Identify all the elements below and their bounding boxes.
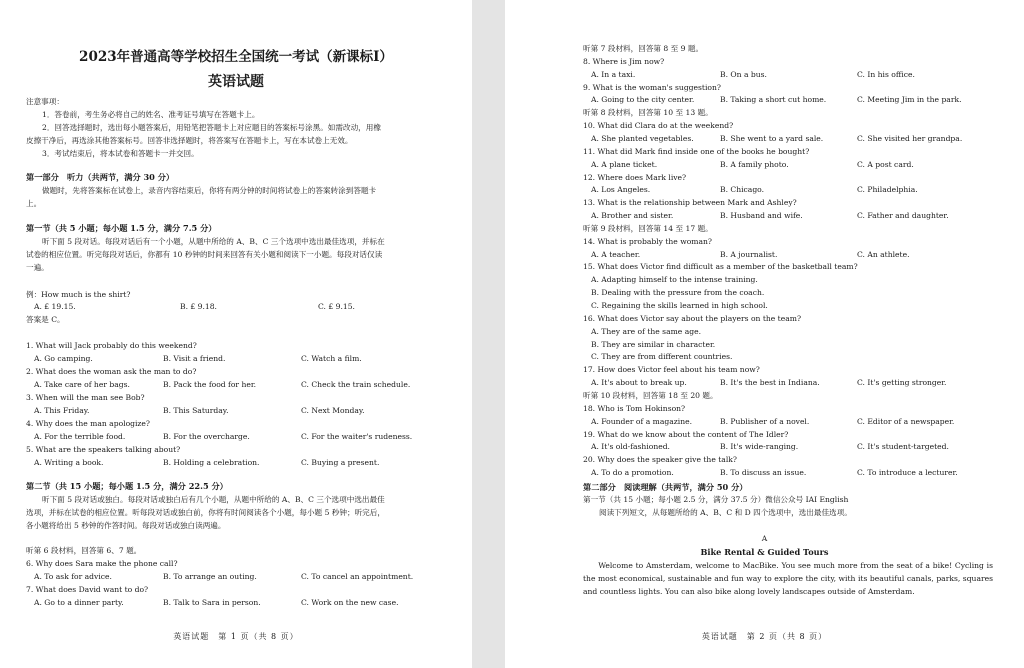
question: 3. When will the man see Bob? [26,393,145,402]
question: 11. What did Mark find inside one of the books he bought? [583,146,810,156]
material-label: 听第 7 段材料，回答第 8 至 9 题。 [583,44,704,53]
option-c: C. Philadelphia. [857,185,918,195]
option-b: B. She went to a yard sale. [720,133,824,143]
option-b: B. Pack the food for her. [163,380,257,389]
option-b: B. On a bus. [720,69,767,79]
exam-page-2 [505,0,1024,668]
option-c: C. An athlete. [857,249,910,259]
example-answer: 答案是 C。 [26,315,65,324]
part2-section1-heading: 第一节（共 15 小题；每小题 2.5 分，满分 37.5 分）微信公众号 IAI English [583,495,849,504]
option-c: C. For the waiter's rudeness. [301,432,413,441]
option-b: B. For the overcharge. [163,432,250,441]
passage-text: Welcome to Amsterdam, welcome to MacBike. You see much more from the seat of a bike! Cycling is the most economical, sustainable and fun way to explore the city, with its beautiful canals, parks, squares and countless lights. You can also bike along lovely landscapes outside of Amsterdam. [583,561,993,596]
option-b: B. They are similar in character. [591,339,716,349]
option-b: B. Chicago. [720,185,765,195]
question: 12. Where does Mark live? [583,172,687,182]
option-a: A. To ask for advice. [34,572,112,581]
option-b: B. Talk to Sara in person. [163,598,261,607]
question: 17. How does Victor feel about his team now? [583,365,760,375]
option-b: B. This Saturday. [163,406,229,415]
notice-line: 2．回答选择题时，选出每小题答案后，用铅笔把答题卡上对应题目的答案标号涂黑。如需改动，用橡 [42,123,381,132]
page-footer: 英语试题 第 1 页（共 8 页） [173,632,299,641]
option-a: A. A plane ticket. [591,159,658,169]
option-c: C. Next Monday. [301,406,365,415]
notice-heading: 注意事项： [26,97,64,106]
question: 15. What does Victor find difficult as a member of the basketball team? [583,262,858,272]
question: 18. Who is Tom Hokinson? [583,403,686,413]
option-a: A. In a taxi. [591,69,636,79]
option-a: A. Brother and sister. [591,211,674,221]
option-c: C. Father and daughter. [857,211,949,221]
question: 8. Where is Jim now? [583,56,665,66]
option-a: A. It's about to break up. [591,378,687,388]
part1-instruction: 做题时，先将答案标在试卷上，录音内容结束后，你将有两分钟的时间将试卷上的答案转涂到答题卡 [42,186,377,195]
option-b: B. Holding a celebration. [163,458,260,467]
section2-instruction: 各小题将给出 5 秒钟的作答时间。每段对话或独白读两遍。 [26,521,226,530]
option-c: C. In his office. [857,69,915,79]
option-a: A. She planted vegetables. [591,133,694,143]
section2-instruction: 选项，并标在试卷的相应位置。听每段对话或独白前，你将有时间阅读各个小题，每小题 5 秒钟；听完后， [26,508,385,517]
page-gap [472,0,505,668]
section1-heading: 第一节（共 5 小题；每小题 1.5 分，满分 7.5 分） [26,223,217,233]
option-a: A. They are of the same age. [591,326,702,336]
material-label: 听第 6 段材料，回答第 6、7 题。 [26,546,142,555]
material-label: 听第 9 段材料，回答第 14 至 17 题。 [583,223,713,233]
question: 2. What does the woman ask the man to do? [26,367,197,376]
option-c: C. To cancel an appointment. [301,572,414,581]
option-a: A. Going to the city center. [591,95,695,105]
section2-heading: 第二节（共 15 小题；每小题 1.5 分，满分 22.5 分） [26,481,228,491]
option-c: C. Work on the new case. [301,598,399,607]
section1-instruction: 听下面 5 段对话。每段对话后有一个小题，从题中所给的 A、B、C 三个选项中选出最佳选项，并标在 [42,237,385,246]
option-a: A. A teacher. [591,249,641,259]
option-b: B. Husband and wife. [720,211,803,221]
option-a: A. Founder of a magazine. [591,416,692,426]
question: 13. What is the relationship between Mark and Ashley? [583,198,797,208]
example-question: 例：How much is the shirt? [26,290,131,299]
part2-heading: 第二部分 阅读理解（共两节，满分 50 分） [583,482,748,492]
option-a: A. Los Angeles. [591,185,651,195]
question: 1. What will Jack probably do this weekend? [26,341,197,350]
question: 10. What did Clara do at the weekend? [583,121,734,131]
example-option-c: C. £ 9.15. [318,302,355,311]
option-c: C. To introduce a lecturer. [857,468,958,478]
question: 5. What are the speakers talking about? [26,445,181,454]
option-c: C. Meeting Jim in the park. [857,95,962,105]
question: 9. What is the woman's suggestion? [583,82,721,92]
question: 14. What is probably the woman? [583,236,712,246]
option-a: A. For the terrible food. [34,432,126,441]
page-footer: 英语试题 第 2 页（共 8 页） [701,632,828,641]
question: 19. What do we know about the content of The Idler? [583,429,789,439]
section2-instruction: 听下面 5 段对话或独白。每段对话或独白后有几个小题，从题中所给的 A、B、C 三个选项中选出最佳 [42,495,385,504]
option-b: B. Taking a short cut home. [720,95,827,105]
option-c: C. She visited her grandpa. [857,133,963,143]
part1-instruction: 上。 [26,199,42,208]
option-b: B. To discuss an issue. [720,468,807,478]
question: 7. What does David want to do? [26,585,149,594]
exam-title: 2023年普通高等学校招生全国统一考试（新课标Ⅰ） [79,49,393,65]
option-b: B. Publisher of a novel. [720,416,810,426]
option-a: A. Take care of her bags. [34,380,130,389]
passage-letter: A [761,534,768,543]
question: 20. Why does the speaker give the talk? [583,455,737,465]
exam-page-1 [0,0,472,668]
option-a: A. Adapting himself to the intense training. [591,275,758,285]
section1-instruction: 试卷的相应位置。听完每段对话后，你都有 10 秒钟的时间来回答有关小题和阅读下一小题。每段对话仅读 [26,250,383,259]
notice-line: 皮擦干净后，再选涂其他答案标号。回答非选择题时，将答案写在答题卡上，写在本试卷上无效。 [26,136,353,145]
part1-heading: 第一部分 听力（共两节，满分 30 分） [26,172,175,182]
option-c: C. Watch a film. [301,354,362,363]
option-a: A. Go to a dinner party. [34,598,124,607]
section1-instruction: 一遍。 [26,263,49,272]
option-c: C. It's getting stronger. [857,378,947,388]
notice-line: 3．考试结束后，将本试卷和答题卡一并交回。 [42,149,199,158]
option-c: C. Editor of a newspaper. [857,416,955,426]
option-b: B. Dealing with the pressure from the coach. [591,288,765,298]
option-a: A. Go camping. [34,354,93,363]
material-label: 听第 10 段材料，回答第 18 至 20 题。 [583,390,718,400]
option-a: A. This Friday. [34,406,90,415]
option-b: B. It's wide-ranging. [720,442,799,452]
exam-subtitle: 英语试题 [208,74,264,90]
option-c: C. They are from different countries. [591,352,733,362]
notice-line: 1．答卷前，考生务必将自己的姓名、准考证号填写在答题卡上。 [42,110,260,119]
option-b: B. Visit a friend. [163,354,226,363]
option-a: A. To do a promotion. [591,468,674,478]
material-label: 听第 8 段材料，回答第 10 至 13 题。 [583,108,713,118]
part2-instruction: 阅读下列短文，从每题所给的 A、B、C 和 D 四个选项中，选出最佳选项。 [599,508,852,517]
option-c: C. It's student-targeted. [857,442,949,452]
option-b: B. A family photo. [720,159,789,169]
option-c: C. A post card. [857,159,914,169]
option-b: B. To arrange an outing. [163,572,257,581]
example-option-a: A. £ 19.15. [34,302,76,311]
option-a: A. It's old-fashioned. [591,442,670,452]
question: 6. Why does Sara make the phone call? [26,559,178,568]
example-option-b: B. £ 9.18. [180,302,217,311]
question: 16. What does Victor say about the players on the team? [583,313,802,323]
option-b: B. A journalist. [720,249,778,259]
option-c: C. Regaining the skills learned in high school. [591,301,768,310]
option-a: A. Writing a book. [34,458,104,467]
option-b: B. It's the best in Indiana. [720,378,820,388]
option-c: C. Check the train schedule. [301,380,411,389]
passage-title: Bike Rental & Guided Tours [700,547,829,557]
question: 4. Why does the man apologize? [26,419,150,428]
option-c: C. Buying a present. [301,458,380,467]
